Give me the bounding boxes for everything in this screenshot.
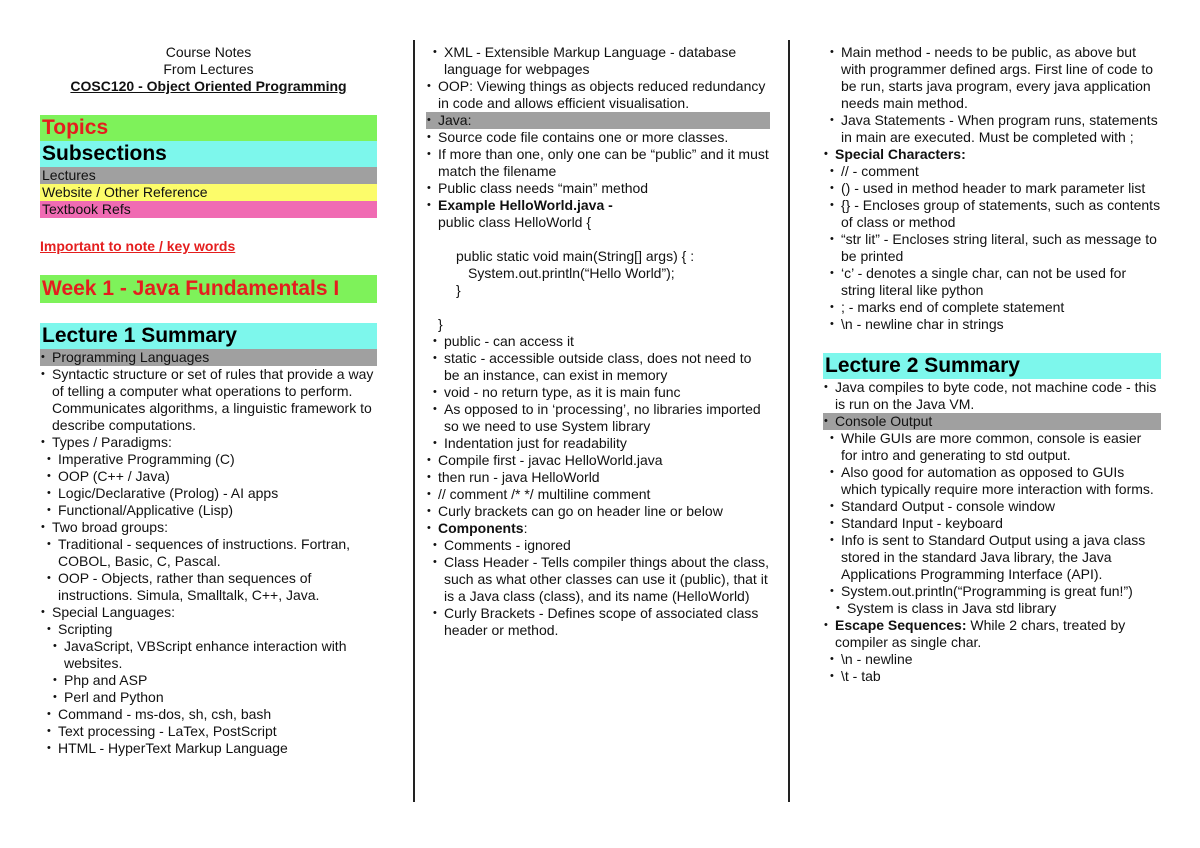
- week-heading: Week 1 - Java Fundamentals I: [40, 275, 377, 303]
- list-item: • Main method - needs to be public, as above but with programmer defined args. First line of code to be run, starts java program, every java application needs main method.: [829, 44, 1161, 112]
- list-item: • Perl and Python: [52, 689, 377, 706]
- xml-list: [432, 44, 770, 78]
- oop-list: [426, 78, 770, 112]
- code-line: System.out.println(“Hello World”);: [468, 265, 675, 281]
- list-item: • As opposed to in ‘processing’, no libraries imported so we need to use System library: [432, 401, 770, 435]
- example-title: • Example HelloWorld.java -: [438, 197, 613, 213]
- list-item: • Public class needs “main” method: [426, 180, 770, 197]
- scripting-list: [52, 638, 377, 706]
- list-item: • // comment /* */ multiline comment: [426, 486, 770, 503]
- list-item: • ‘c’ - denotes a single char, can not be used for string literal like python: [829, 265, 1161, 299]
- list-item: • Indentation just for readability: [432, 435, 770, 452]
- column-divider-1: [413, 40, 415, 802]
- legend-textbook: Textbook Refs: [40, 201, 377, 218]
- list-item: • Curly Brackets - Defines scope of associated class header or method.: [432, 605, 770, 639]
- java-band: • Java:: [426, 112, 770, 129]
- list-item: • Standard Input - keyboard: [829, 515, 1161, 532]
- escape-item: [823, 617, 1161, 651]
- list-item: • If more than one, only one can be “public” and it must match the filename: [426, 146, 770, 180]
- main-method-list: [829, 44, 1161, 146]
- components-list: [432, 537, 770, 639]
- programming-languages-band: • Programming Languages: [40, 349, 377, 366]
- list-item: • Standard Output - console window: [829, 498, 1161, 515]
- list-item: • Java Statements - When program runs, statements in main are executed. Must be completed with ;: [829, 112, 1161, 146]
- escape-text: While 2 chars, treated by compiler as single char.: [835, 617, 1126, 650]
- list-item: • Traditional - sequences of instructions. Fortran, COBOL, Basic, C, Pascal.: [46, 536, 377, 570]
- java-list: [426, 129, 770, 333]
- list-item: • Curly brackets can go on header line or below: [426, 503, 770, 520]
- console-output-band: • Console Output: [823, 413, 1161, 430]
- list-item: • () - used in method header to mark parameter list: [829, 180, 1161, 197]
- column-3: [823, 44, 1161, 685]
- special-chars-heading-list: [823, 146, 1161, 163]
- list-item: • Text processing - LaTex, PostScript: [46, 723, 377, 740]
- course-notes-label: Course Notes: [165, 44, 252, 60]
- list-item: • Source code file contains one or more classes.: [426, 129, 770, 146]
- groups-list: [46, 536, 377, 604]
- paradigm-list: [46, 451, 377, 519]
- escape-items-list: [829, 651, 1161, 685]
- list-item: • XML - Extensible Markup Language - database language for webpages: [432, 44, 770, 78]
- list-item: • then run - java HelloWorld: [426, 469, 770, 486]
- escape-list: [823, 617, 1161, 651]
- column-divider-2: [788, 40, 790, 802]
- keyword-list: [432, 333, 770, 452]
- list-item: • While GUIs are more common, console is easier for intro and generating to std output.: [829, 430, 1161, 464]
- lecture-2-heading: Lecture 2 Summary: [823, 353, 1161, 379]
- column-1: [40, 44, 377, 757]
- console-list: [829, 430, 1161, 600]
- list-item: • ; - marks end of complete statement: [829, 299, 1161, 316]
- components-label: Components: [438, 520, 524, 536]
- list-item: • “str lit” - Encloses string literal, such as message to be printed: [829, 231, 1161, 265]
- special-rest-list: [46, 706, 377, 757]
- list-item: • OOP: Viewing things as objects reduced redundancy in code and allows efficient visualisation.: [426, 78, 770, 112]
- bytecode-list: [823, 379, 1161, 413]
- course-title: COSC120 - Object Oriented Programming: [70, 78, 347, 94]
- list-item: • Also good for automation as opposed to GUIs which typically require more interaction with forms.: [829, 464, 1161, 498]
- list-item: • {} - Encloses group of statements, such as contents of class or method: [829, 197, 1161, 231]
- special-heading-list: [40, 604, 377, 621]
- list-item: • static - accessible outside class, does not need to be an instance, can exist in memory: [432, 350, 770, 384]
- run-list: [426, 452, 770, 520]
- list-item: • \n - newline: [829, 651, 1161, 668]
- list-item: • void - no return type, as it is main func: [432, 384, 770, 401]
- list-item: • System.out.println(“Programming is great fun!”): [829, 583, 1161, 600]
- list-item: • Command - ms-dos, sh, csh, bash: [46, 706, 377, 723]
- list-item: • Types / Paradigms:: [40, 434, 377, 451]
- code-line: public static void main(String[] args) { :: [456, 248, 695, 264]
- list-item: • HTML - HyperText Markup Language: [46, 740, 377, 757]
- list-item: • Compile first - javac HelloWorld.java: [426, 452, 770, 469]
- components-heading: [426, 520, 770, 537]
- lecture-1-heading: Lecture 1 Summary: [40, 323, 377, 349]
- legend-important: Important to note / key words: [40, 238, 236, 254]
- column-2: [426, 44, 770, 639]
- list-item: • Scripting: [46, 621, 377, 638]
- code-line: }: [438, 316, 443, 332]
- escape-title: Escape Sequences:: [835, 617, 967, 633]
- special-chars-list: [829, 163, 1161, 333]
- special-list: [46, 621, 377, 638]
- special-chars-heading: • Special Characters:: [823, 146, 1161, 163]
- components-heading-list: [426, 520, 770, 537]
- components-colon: :: [523, 520, 528, 536]
- list-item: • Info is sent to Standard Output using a java class stored in the standard Java library, the Java Applications Programming Interface (API).: [829, 532, 1161, 583]
- groups-heading-list: [40, 519, 377, 536]
- legend-lectures: Lectures: [40, 167, 377, 184]
- code-line: public class HelloWorld {: [438, 214, 592, 230]
- list-item: • \n - newline char in strings: [829, 316, 1161, 333]
- code-line: }: [456, 282, 461, 298]
- list-item: • Two broad groups:: [40, 519, 377, 536]
- list-item: • Special Languages:: [40, 604, 377, 621]
- list-item: • OOP - Objects, rather than sequences of instructions. Simula, Smalltalk, C++, Java.: [46, 570, 377, 604]
- list-item: • OOP (C++ / Java): [46, 468, 377, 485]
- list-item: • JavaScript, VBScript enhance interaction with websites.: [52, 638, 377, 672]
- list-item: • Imperative Programming (C): [46, 451, 377, 468]
- legend-topics: Topics: [40, 115, 377, 141]
- prog-lang-list: [40, 366, 377, 451]
- list-item: • Syntactic structure or set of rules that provide a way of telling a computer what operations to perform. Communicates algorithms, a linguistic framework to describe computations.: [40, 366, 377, 434]
- list-item: • Class Header - Tells compiler things about the class, such as what other classes can use it (public), that it is a Java class (class), and its name (HelloWorld): [432, 554, 770, 605]
- list-item: • Functional/Applicative (Lisp): [46, 502, 377, 519]
- system-list: [835, 600, 1161, 617]
- list-item: • Java compiles to byte code, not machine code - this is run on the Java VM.: [823, 379, 1161, 413]
- legend-website: Website / Other Reference: [40, 184, 377, 201]
- list-item: • System is class in Java std library: [835, 600, 1161, 617]
- list-item: • public - can access it: [432, 333, 770, 350]
- example-item: [426, 197, 770, 333]
- list-item: • \t - tab: [829, 668, 1161, 685]
- legend-subsections: Subsections: [40, 141, 377, 167]
- list-item: • Logic/Declarative (Prolog) - AI apps: [46, 485, 377, 502]
- from-lectures-label: From Lectures: [163, 61, 254, 77]
- list-item: • Php and ASP: [52, 672, 377, 689]
- list-item: • // - comment: [829, 163, 1161, 180]
- list-item: • Comments - ignored: [432, 537, 770, 554]
